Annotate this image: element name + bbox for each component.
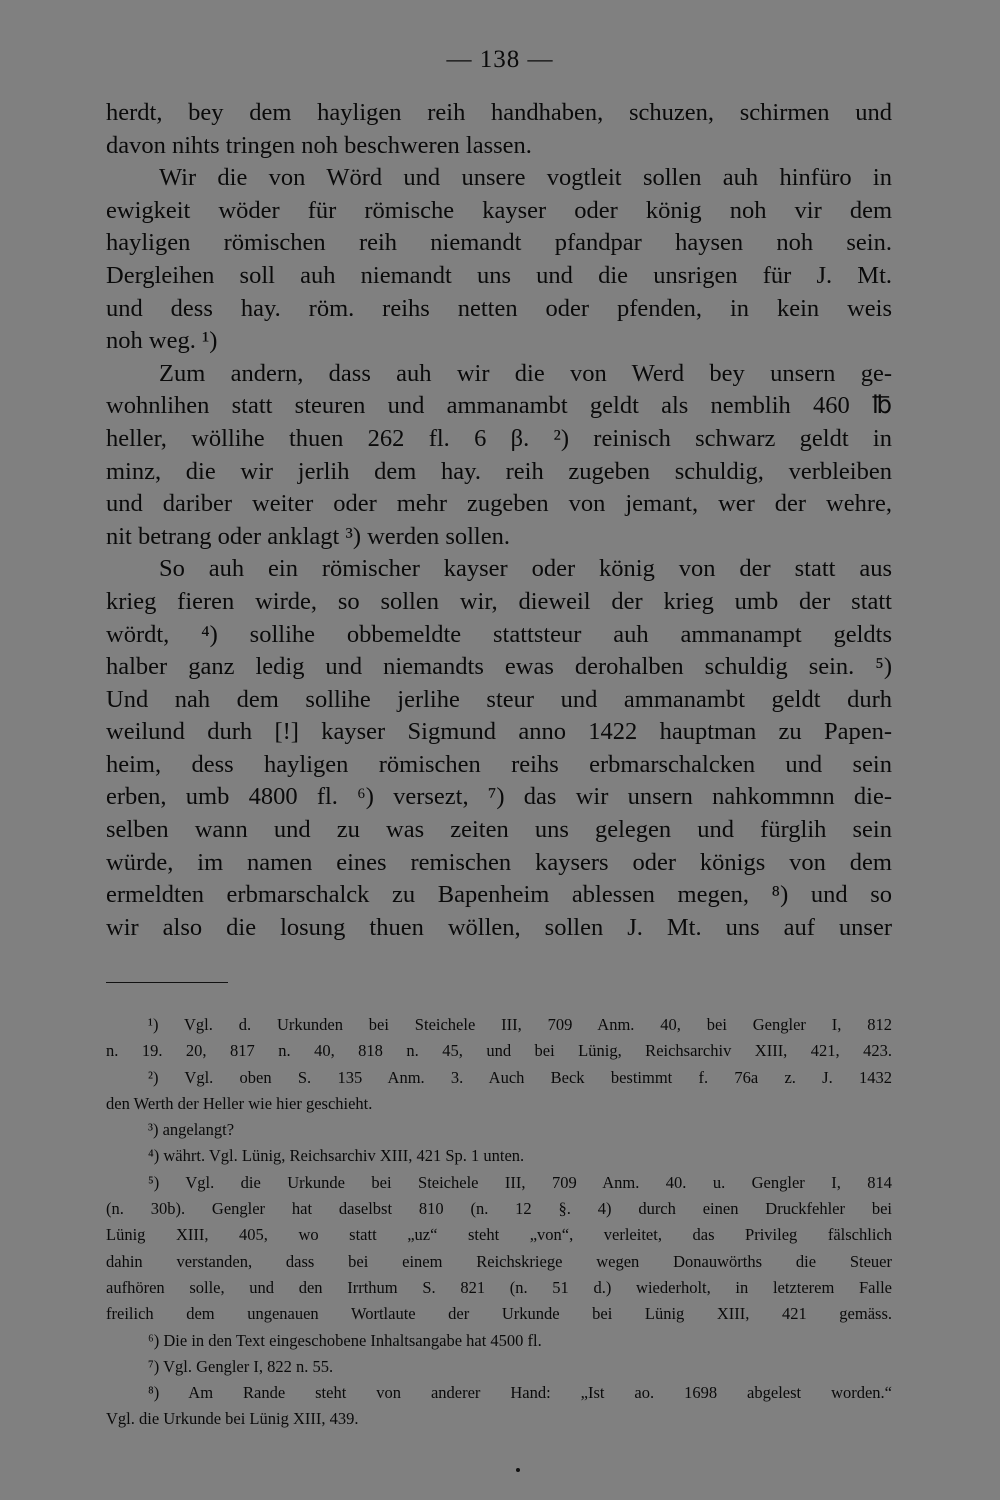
print-speck — [516, 1468, 520, 1472]
text-line: Wir die von Wörd und unsere vogtleit sollen auh hinfüro in — [159, 164, 892, 192]
footnote-line: Lünig XIII, 405, wo statt „uz“ steht „von“, verleitet, das Privileg fälschlich — [106, 1225, 892, 1245]
footnote-line: ³) angelangt? — [148, 1120, 235, 1140]
footnote-line: ⁸) Am Rande steht von anderer Hand: „Ist ao. 1698 abgelest worden.“ — [148, 1383, 892, 1403]
text-line: krieg fieren wirde, so sollen wir, dieweil der krieg umb der statt — [106, 587, 892, 615]
text-line: davon nihts tringen noh beschweren lassen. — [106, 131, 532, 159]
text-line: noh weg. ¹) — [106, 327, 218, 355]
footnote-line: ¹) Vgl. d. Urkunden bei Steichele III, 709 Anm. 40, bei Gengler I, 812 — [148, 1015, 892, 1034]
text-line: minz, die wir jerlih dem hay. reih zugeben schuldig, verbleiben — [106, 457, 892, 485]
text-line: Dergleihen soll auh niemandt uns und die unsrigen für J. Mt. — [106, 261, 892, 289]
text-line: wir also die losung thuen wöllen, sollen J. Mt. uns auf unser — [106, 913, 892, 941]
text-line: heim, dess hayligen römischen reihs erbmarschalcken und sein — [106, 750, 892, 778]
text-line: Zum andern, dass auh wir die von Werd bey unsern ge- — [159, 359, 892, 387]
footnote-line: ⁴) währt. Vgl. Lünig, Reichsarchiv XIII, 421 Sp. 1 unten. — [148, 1146, 525, 1166]
footnote-line: n. 19. 20, 817 n. 40, 818 n. 45, und bei Lünig, Reichsarchiv XIII, 421, 423. — [106, 1041, 892, 1061]
footnote-line: ⁶) Die in den Text eingeschobene Inhaltsangabe hat 4500 fl. — [148, 1330, 542, 1350]
text-line: ewigkeit wöder für römische kayser oder könig noh vir dem — [106, 196, 892, 224]
text-line: heller, wöllihe thuen 262 fl. 6 β. ²) reinisch schwarz geldt in — [106, 424, 892, 452]
text-line: und dariber weiter oder mehr zugeben von jemant, wer der wehre, — [106, 490, 892, 518]
page-number: — 138 — — [446, 46, 554, 73]
text-line: weilund durh [!] kayser Sigmund anno 1422 hauptman zu Papen- — [106, 718, 892, 746]
footnote-line: ⁵) Vgl. die Urkunde bei Steichele III, 709 Anm. 40. u. Gengler I, 814 — [148, 1172, 892, 1192]
text-line: würde, im namen eines remischen kaysers oder königs von dem — [106, 848, 892, 876]
text-line: hayligen römischen reih niemandt pfandpar haysen noh sein. — [106, 229, 892, 257]
text-line: erben, umb 4800 fl. ⁶) versezt, ⁷) das wir unsern nahkommnn die- — [106, 783, 892, 811]
footnote-line: dahin verstanden, dass bei einem Reichskriege wegen Donauwörths die Steuer — [106, 1251, 892, 1271]
footnote-line: (n. 30b). Gengler hat daselbst 810 (n. 12 §. 4) durch einen Druckfehler bei — [106, 1199, 892, 1219]
text-line: selben wann und zu was zeiten uns gelegen und fürglih sein — [106, 816, 892, 844]
text-line: wördt, ⁴) sollihe obbemeldte stattsteur auh ammanampt geldts — [106, 620, 892, 648]
footnote-line: Vgl. die Urkunde bei Lünig XIII, 439. — [106, 1409, 359, 1429]
text-line: nit betrang oder anklagt ³) werden sollen. — [106, 522, 510, 550]
text-line: herdt, bey dem hayligen reih handhaben, schuzen, schirmen und — [106, 99, 892, 126]
main-text — [106, 97, 892, 944]
footnotes — [106, 1012, 892, 1433]
text-line: ermeldten erbmarschalck zu Bapenheim ablessen megen, ⁸) und so — [106, 881, 892, 909]
footnote-line: ⁷) Vgl. Gengler I, 822 n. 55. — [148, 1356, 334, 1376]
text-line: wohnlihen statt steuren und ammanambt geldt als nemblih 460 ℔ — [106, 392, 892, 420]
footnote-line: aufhören solle, und den Irrthum S. 821 (n. 51 d.) wiederholt, in letzterem Falle — [106, 1277, 892, 1297]
text-line: halber ganz ledig und niemandts ewas derohalben schuldig sein. ⁵) — [106, 653, 892, 681]
text-line: und dess hay. röm. reihs netten oder pfenden, in kein weis — [106, 294, 892, 322]
text-line: So auh ein römischer kayser oder könig von der statt aus — [159, 555, 892, 583]
footnote-line: freilich dem ungenauen Wortlaute der Urkunde bei Lünig XIII, 421 gemäss. — [106, 1304, 892, 1324]
footnote-line: den Werth der Heller wie hier geschieht. — [106, 1093, 373, 1113]
text-line: Und nah dem sollihe jerlihe steur und ammanambt geldt durh — [106, 685, 892, 713]
footnote-divider — [106, 982, 228, 983]
footnote-line: ²) Vgl. oben S. 135 Anm. 3. Auch Beck bestimmt f. 76a z. J. 1432 — [148, 1067, 892, 1087]
